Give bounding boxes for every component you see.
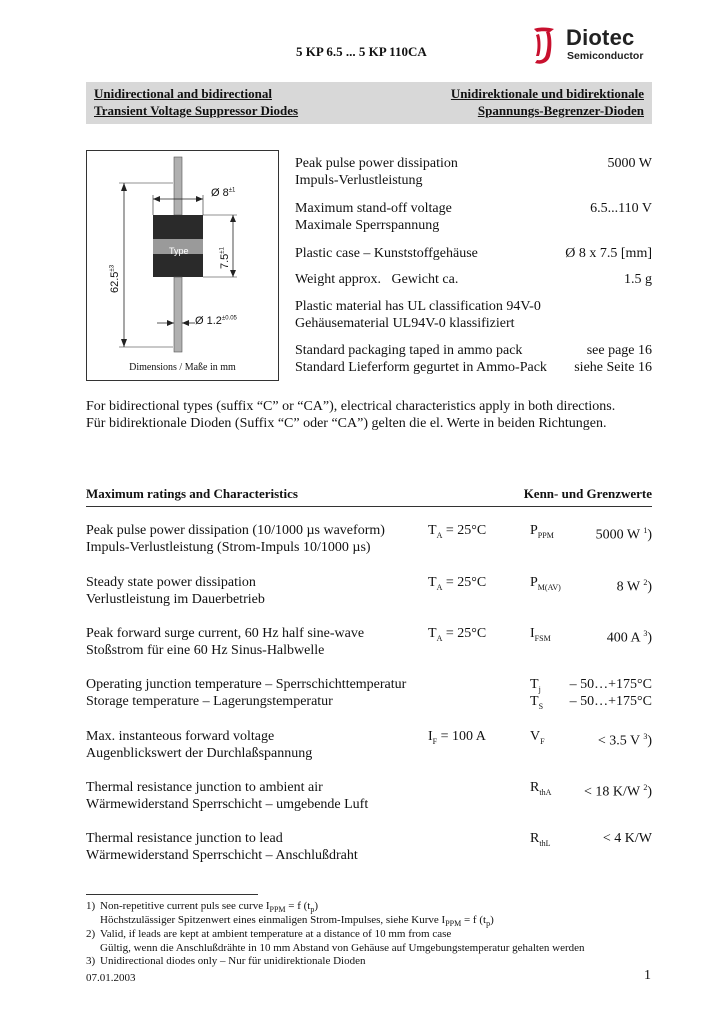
symbol-subscript: j [538, 684, 541, 694]
footnote-divider [86, 894, 258, 895]
rating-label-en: Peak forward surge current, 60 Hz half sine-wave [86, 626, 365, 641]
footnote-mark: 2) [86, 928, 96, 940]
rating-label-en: Thermal resistance junction to lead [86, 831, 283, 846]
spec-value: 5000 W [607, 156, 652, 171]
rating-condition [428, 522, 486, 544]
rating-symbol [530, 830, 550, 852]
rating-row [86, 728, 652, 762]
figure-caption: Dimensions / Maße in mm [129, 362, 236, 373]
dim-total-value: 62.5 [109, 271, 121, 293]
ratings-title-de: Kenn- und Grenzwerte [523, 486, 652, 501]
title-banner [86, 82, 652, 124]
symbol-subscript: PPM [537, 530, 554, 540]
rating-label-de: Impuls-Verlustleistung (Strom-Impuls 10/1000 µs) [86, 540, 371, 555]
rating-symbol [530, 728, 545, 750]
rating-row [86, 779, 652, 813]
spec-value: 6.5...110 V [590, 201, 652, 216]
value-footnote-close: ) [647, 733, 652, 749]
spec-label-en: Maximum stand-off voltage [295, 201, 452, 216]
symbol-letter: R [530, 780, 540, 795]
rating-value [584, 779, 652, 801]
rating-row [86, 574, 652, 608]
footnote-2-de: Gültig, wenn die Anschlußdrähte in 10 mm Abstand von Gehäuse auf Umgebungstemperatur gehalten werden [100, 942, 585, 954]
dim-body-diameter-value: Ø 8 [211, 187, 229, 199]
package-drawing [86, 150, 279, 381]
value-footnote-ref: 2 [643, 783, 648, 792]
value-footnote-ref: 1 [643, 526, 648, 535]
rating-row [86, 522, 652, 556]
rating-label-en: Steady state power dissipation [86, 575, 256, 590]
condition-subscript: A [436, 582, 443, 592]
symbol-subscript: FSM [534, 633, 551, 643]
spec-label-de: Standard Lieferform gegurtet in Ammo-Pack [295, 360, 547, 375]
symbol-letter: P [530, 523, 538, 538]
footnote-text-de-end: = f (t [461, 914, 487, 926]
condition-symbol: T [428, 523, 437, 538]
spec-label-en: Standard packaging taped in ammo pack [295, 343, 523, 358]
rating-value [607, 625, 652, 647]
footnote-subscript: PPM [445, 919, 462, 929]
spec-label-de: Gehäusematerial UL94V-0 klassifiziert [295, 316, 515, 331]
footnote-3 [86, 955, 365, 968]
banner-de-line1: Unidirektionale und bidirektionale [450, 86, 644, 101]
value-text: 8 W [616, 579, 644, 595]
footnote-mark: 3) [86, 955, 96, 967]
dim-total-length [109, 265, 121, 293]
dim-body-length-value: 7.5 [219, 253, 231, 269]
rating-condition [428, 728, 486, 750]
rating-label-de: Wärmewiderstand Sperrschicht – Anschlußdraht [86, 848, 358, 863]
condition-subscript: F [432, 736, 438, 746]
rating-row [86, 625, 652, 659]
rating-symbol [530, 625, 551, 647]
value-footnote-close: ) [647, 579, 652, 595]
banner-de-line2: Spannungs-Begrenzer-Dioden [477, 103, 644, 118]
condition-symbol: I [428, 729, 433, 744]
spec-value: 1.5 g [624, 272, 652, 287]
diotec-logo-icon [528, 26, 564, 66]
value-text: 400 A [606, 630, 644, 646]
rating-label-en: Peak pulse power dissipation (10/1000 µs waveform) [86, 523, 385, 538]
rating-value [596, 522, 652, 544]
condition-value: = 25°C [442, 523, 487, 538]
condition-symbol: T [428, 626, 437, 641]
dim-lead-diameter-value: Ø 1.2 [195, 315, 222, 327]
dim-total-tolerance: ±3 [109, 264, 116, 272]
dim-body-diameter-tolerance: ±1 [228, 187, 236, 194]
value-footnote-close: ) [647, 784, 652, 800]
condition-subscript: A [436, 530, 443, 540]
symbol-letter: V [530, 729, 541, 744]
symbol-subscript: S [538, 701, 544, 711]
rating-row [86, 676, 652, 710]
rating-value: – 50…+175°C [569, 694, 652, 709]
value-text: 5000 W [595, 527, 644, 543]
rating-value: – 50…+175°C [569, 677, 652, 692]
rating-symbol [530, 522, 554, 544]
symbol-subscript: thA [539, 787, 552, 797]
rating-label-en: Max. instanteous forward voltage [86, 729, 275, 744]
spec-value-de: siehe Seite 16 [574, 360, 652, 375]
symbol-letter: T [530, 677, 539, 692]
value-footnote-ref: 3 [643, 732, 648, 741]
spec-label-de: Maximale Sperrspannung [295, 218, 440, 233]
footnote-subscript: p [310, 905, 315, 915]
footnote-text-de: Höchstzulässiger Spitzenwert eines einmaligen Strom-Impulses, siehe Kurve I [100, 914, 446, 926]
bidirectional-note-de: Für bidirektionale Dioden (Suffix “C” oder “CA”) gelten die el. Werte in beiden Richtungen. [86, 416, 607, 431]
banner-en-line2: Transient Voltage Suppressor Diodes [94, 103, 299, 118]
symbol-letter: P [530, 575, 538, 590]
dim-body-length [219, 247, 231, 269]
footer-date: 07.01.2003 [86, 972, 136, 984]
spec-value: Ø 8 x 7.5 [mm] [565, 246, 652, 261]
rating-label-de: Verlustleistung im Dauerbetrieb [86, 592, 265, 607]
rating-label-en: Thermal resistance junction to ambient air [86, 780, 323, 795]
value-text: < 18 K/W [583, 784, 644, 800]
spec-label: Plastic case – Kunststoffgehäuse [295, 246, 478, 261]
condition-value: = 25°C [442, 626, 487, 641]
spec-label-en: Peak pulse power dissipation [295, 156, 458, 171]
brand-name: Diotec [566, 25, 635, 50]
rating-symbol [530, 693, 543, 715]
diotec-logo [528, 26, 658, 66]
condition-subscript: A [436, 633, 443, 643]
spec-label: Weight approx. Gewicht ca. [295, 272, 459, 287]
body-type-label: Type [169, 246, 189, 256]
footnote-text-en: Non-repetitive current puls see curve I [100, 900, 270, 912]
symbol-letter: T [530, 694, 539, 709]
rating-value: < 4 K/W [602, 831, 652, 846]
bidirectional-note-en: For bidirectional types (suffix “C” or “CA”), electrical characteristics apply in both directions. [86, 399, 616, 414]
symbol-subscript: F [540, 736, 545, 746]
rating-label-en: Operating junction temperature – Sperrschichttemperatur [86, 677, 407, 692]
rating-condition [428, 625, 486, 647]
dim-lead-diameter-tolerance: ±0.05 [221, 315, 237, 322]
rating-label-de: Augenblickswert der Durchlaßspannung [86, 746, 313, 761]
footnote-mark: 1) [86, 900, 96, 912]
value-footnote-close: ) [647, 630, 652, 646]
banner-en-line1: Unidirectional and bidirectional [94, 86, 272, 101]
rating-row [86, 830, 652, 864]
ratings-section-header [86, 484, 652, 507]
rating-symbol [530, 779, 551, 801]
brand-subtitle: Semiconductor [567, 50, 644, 62]
footnote-text-de-close: ) [490, 914, 494, 926]
dim-lead-diameter [195, 315, 237, 327]
rating-symbol [530, 574, 561, 596]
dim-body-diameter [211, 187, 235, 199]
condition-value: = 100 A [437, 729, 486, 744]
value-footnote-ref: 3 [643, 629, 648, 638]
condition-value: = 25°C [442, 575, 487, 590]
symbol-letter: R [530, 831, 540, 846]
rating-label-de: Stoßstrom für eine 60 Hz Sinus-Halbwelle [86, 643, 325, 658]
symbol-letter: I [530, 626, 535, 641]
spec-value: see page 16 [586, 343, 652, 358]
symbol-subscript: thL [539, 838, 551, 848]
footnote-text-en-close: ) [314, 900, 319, 912]
value-text: < 3.5 V [597, 733, 644, 749]
rating-value [617, 574, 652, 596]
rating-condition [428, 574, 486, 596]
value-footnote-close: ) [647, 527, 652, 543]
value-footnote-ref: 2 [643, 578, 648, 587]
footnote-text-en-end: = f (t [285, 900, 311, 912]
footnote-text: Unidirectional diodes only – Nur für unidirektionale Dioden [100, 955, 366, 967]
condition-symbol: T [428, 575, 437, 590]
spec-label-en: Plastic material has UL classification 94V-0 [295, 299, 541, 314]
spec-label-de: Impuls-Verlustleistung [295, 173, 423, 188]
footnote-subscript: p [486, 919, 491, 929]
symbol-subscript: M(AV) [537, 582, 561, 592]
rating-label-de: Wärmewiderstand Sperrschicht – umgebende Luft [86, 797, 369, 812]
rating-label-de: Storage temperature – Lagerungstemperatur [86, 694, 333, 709]
page-number: 1 [644, 968, 651, 983]
footnote-2 [86, 928, 451, 941]
rating-value [598, 728, 652, 750]
footnote-text-en: Valid, if leads are kept at ambient temperature at a distance of 10 mm from case [100, 928, 452, 940]
ratings-title-en: Maximum ratings and Characteristics [86, 486, 298, 501]
document-title: 5 KP 6.5 ... 5 KP 110CA [296, 44, 427, 59]
footnote-subscript: PPM [269, 905, 286, 915]
dim-body-length-tolerance: ±1 [219, 247, 226, 254]
